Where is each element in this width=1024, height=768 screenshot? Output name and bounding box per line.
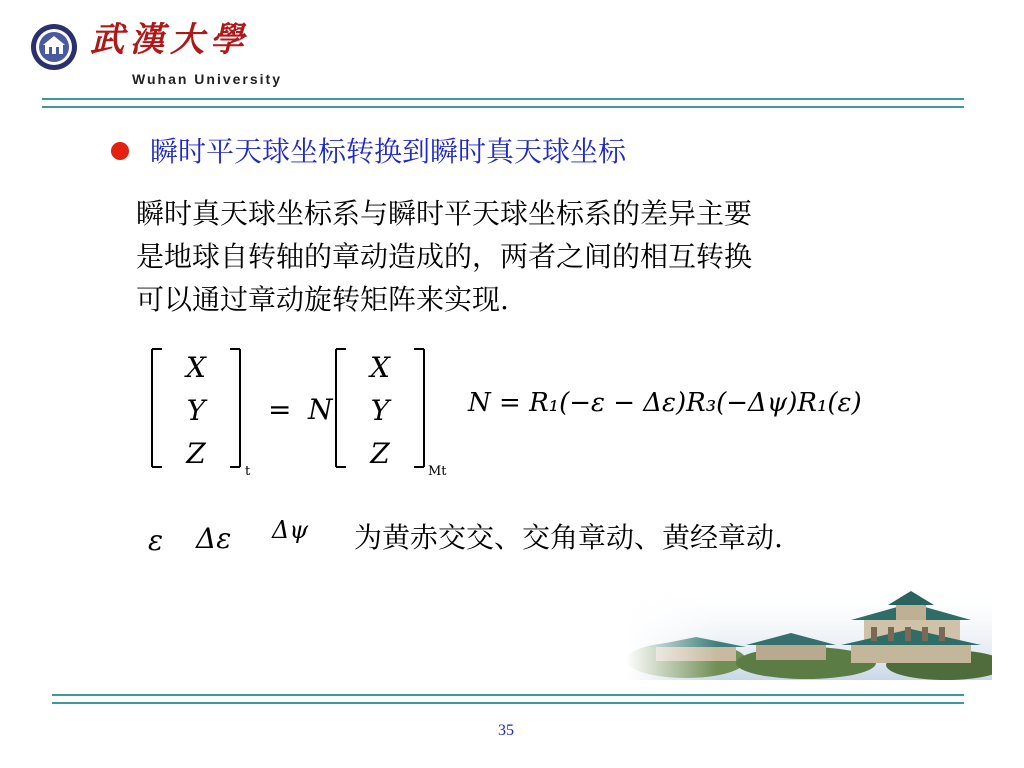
logo-chinese-name: 武漢大學 bbox=[90, 20, 250, 60]
top-divider bbox=[42, 98, 964, 108]
vector-left-z: Z bbox=[186, 437, 206, 470]
symbol-delta-psi: Δψ bbox=[272, 516, 309, 544]
vector-right-y: Y bbox=[370, 394, 390, 427]
symbol-delta-epsilon: Δε bbox=[196, 522, 232, 555]
paragraph-line: 可以通过章动旋转矩阵来实现. bbox=[136, 283, 509, 316]
vector-left-y: Y bbox=[186, 394, 206, 427]
rotation-equation: N = R₁(−ε − Δε)R₃(−Δψ)R₁(ε) bbox=[468, 388, 862, 418]
paragraph-line: 瞬时真天球坐标系与瞬时平天球坐标系的差异主要 bbox=[136, 197, 753, 230]
bullet-icon bbox=[111, 142, 129, 160]
matrix-equation bbox=[140, 335, 500, 485]
subscript-right: Mt bbox=[428, 464, 447, 479]
symbols-description: 为黄赤交交、交角章动、黄经章动. bbox=[354, 521, 783, 554]
campus-building-photo bbox=[626, 585, 992, 680]
matrix-N: N bbox=[308, 393, 333, 426]
slide-heading: 瞬时平天球坐标转换到瞬时真天球坐标 bbox=[150, 135, 627, 168]
logo-english-name: Wuhan University bbox=[132, 71, 282, 87]
page-number: 35 bbox=[498, 722, 514, 739]
paragraph-line: 是地球自转轴的章动造成的，两者之间的相互转换 bbox=[136, 240, 753, 273]
university-seal-icon bbox=[30, 23, 78, 71]
vector-right-x: X bbox=[370, 351, 390, 384]
subscript-left: t bbox=[245, 464, 251, 479]
body-paragraph bbox=[136, 192, 896, 321]
equals-sign: = bbox=[268, 393, 292, 426]
bottom-divider bbox=[52, 694, 964, 704]
vector-left-x: X bbox=[186, 351, 206, 384]
symbol-epsilon: ε bbox=[148, 524, 164, 557]
vector-right-z: Z bbox=[370, 437, 390, 470]
